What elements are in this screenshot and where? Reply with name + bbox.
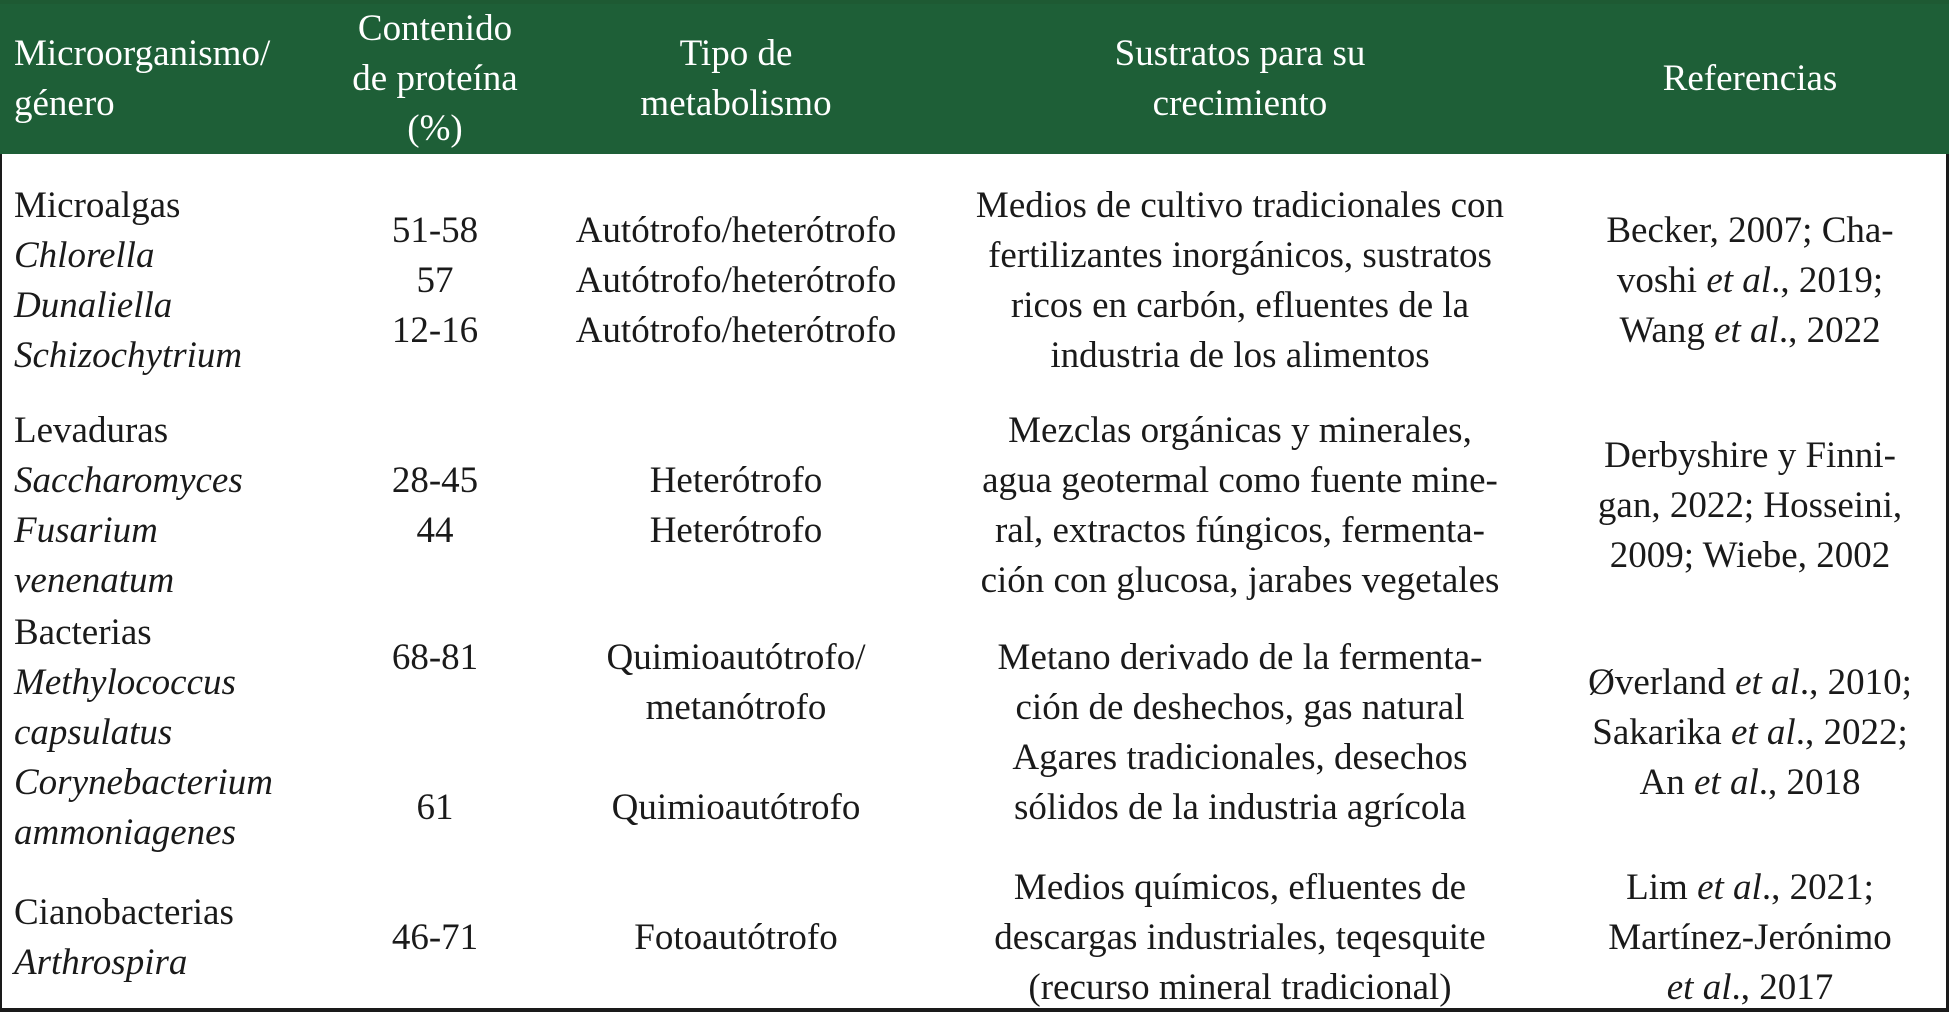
- micro-line: Bacterias: [14, 612, 152, 653]
- protein-value: 28-45: [391, 460, 479, 501]
- ref-text: ., 2021;: [1761, 867, 1874, 908]
- header-micro-line: género: [14, 83, 115, 124]
- ref-text: Derbyshire y Finni-: [1604, 435, 1896, 476]
- ref-text: ., 2019;: [1771, 260, 1884, 301]
- substrate-line: ción de deshechos, gas natural: [1015, 687, 1465, 728]
- micro-line: Microalgas: [14, 185, 181, 226]
- row4-protein: [330, 913, 540, 963]
- ref-text: et al: [1714, 310, 1779, 351]
- metab-value: Heterótrofo: [649, 510, 823, 551]
- row4-substrates: [925, 863, 1555, 1013]
- reference-line: [1560, 431, 1940, 481]
- metab-value: Quimioautótrofo: [611, 787, 861, 828]
- ref-text: ., 2022;: [1795, 712, 1908, 753]
- ref-text: Martínez-Jerónimo: [1608, 917, 1892, 958]
- protein-value: 61: [416, 787, 454, 828]
- protein-value: 51-58: [391, 210, 479, 251]
- substrate-line: Medios de cultivo tradicionales con: [975, 185, 1505, 226]
- reference-line: [1560, 206, 1940, 256]
- substrate-line: (recurso mineral tradicional): [1028, 967, 1452, 1008]
- substrate-line: fertilizantes inorgánicos, sustratos: [988, 235, 1492, 276]
- ref-text: ., 2018: [1758, 762, 1861, 803]
- substrate-line: agua geotermal como fuente mine-: [982, 460, 1498, 501]
- row3-protein-b: [330, 783, 540, 833]
- row2-metabolism: [550, 456, 922, 556]
- metab-value: Quimioautótrofo/: [606, 637, 866, 678]
- micro-line: Levaduras: [14, 410, 169, 451]
- ref-text: voshi: [1616, 260, 1707, 301]
- micro-line: capsulatus: [14, 712, 173, 753]
- protein-value: 44: [416, 510, 454, 551]
- micro-line: Arthrospira: [14, 942, 188, 983]
- ref-text: 2009; Wiebe, 2002: [1609, 535, 1891, 576]
- ref-text: et al: [1697, 867, 1762, 908]
- table-left-border: [0, 154, 2, 1010]
- micro-line: Chlorella: [14, 235, 155, 276]
- row3-metabolism-b: [550, 783, 922, 833]
- protein-value: 68-81: [391, 637, 479, 678]
- ref-text: gan, 2022; Hosseini,: [1597, 485, 1903, 526]
- ref-text: ., 2010;: [1799, 662, 1912, 703]
- metab-value: Autótrofo/heterótrofo: [575, 310, 897, 351]
- row3-microorganism: [14, 608, 324, 858]
- row1-microorganism: [14, 181, 324, 381]
- header-protein-line: Contenido: [357, 8, 513, 49]
- table-header: [0, 4, 1949, 154]
- row1-protein: [330, 206, 540, 356]
- row2-references: [1560, 431, 1940, 581]
- header-substrate-line: Sustratos para su: [1114, 33, 1366, 74]
- row1-substrates: [925, 181, 1555, 381]
- header-protein-line: de proteína: [352, 58, 518, 99]
- micro-line: ammoniagenes: [14, 812, 236, 853]
- metab-value: Heterótrofo: [649, 460, 823, 501]
- ref-text: Øverland: [1588, 662, 1736, 703]
- row4-references: [1560, 863, 1940, 1013]
- reference-line: [1560, 481, 1940, 531]
- row3-metabolism-a: [550, 633, 922, 733]
- substrate-line: Medios químicos, efluentes de: [1013, 867, 1467, 908]
- substrate-line: Agares tradicionales, desechos: [1012, 737, 1468, 778]
- row3-protein-a: [330, 633, 540, 683]
- reference-line: [1560, 963, 1940, 1013]
- substrate-line: industria de los alimentos: [1050, 335, 1430, 376]
- metab-value: Fotoautótrofo: [634, 917, 838, 958]
- ref-text: et al: [1694, 762, 1759, 803]
- header-microorganism: [14, 4, 314, 154]
- ref-text: et al: [1666, 967, 1732, 1008]
- header-substrate-line: crecimiento: [1152, 83, 1328, 124]
- header-metabolism: [550, 4, 922, 154]
- ref-text: Becker, 2007; Cha-: [1606, 210, 1894, 251]
- substrate-line: Mezclas orgánicas y minerales,: [1008, 410, 1472, 451]
- header-metab-line: metabolismo: [640, 83, 832, 124]
- metab-value: Autótrofo/heterótrofo: [575, 260, 897, 301]
- metab-value: metanótrofo: [645, 687, 827, 728]
- substrate-line: Metano derivado de la fermenta-: [997, 637, 1483, 678]
- row2-protein: [330, 456, 540, 556]
- ref-text: Sakarika: [1592, 712, 1731, 753]
- row4-metabolism: [550, 913, 922, 963]
- reference-line: [1560, 863, 1940, 913]
- substrate-line: descargas industriales, teqesquite: [994, 917, 1486, 958]
- micro-line: Corynebacterium: [14, 762, 273, 803]
- ref-text: ., 2022: [1778, 310, 1881, 351]
- ref-text: et al: [1735, 662, 1800, 703]
- protein-value: 57: [416, 260, 454, 301]
- row2-microorganism: [14, 406, 324, 606]
- substrate-line: sólidos de la industria agrícola: [1013, 787, 1467, 828]
- header-references: [1560, 4, 1940, 154]
- header-protein: [330, 4, 540, 154]
- micro-line: Cianobacterias: [14, 892, 234, 933]
- substrate-line: ricos en carbón, efluentes de la: [1010, 285, 1470, 326]
- ref-text: Lim: [1626, 867, 1698, 908]
- reference-line: [1560, 708, 1940, 758]
- header-micro-line: Microorganismo/: [14, 33, 271, 74]
- micro-line: Methylococcus: [14, 662, 236, 703]
- ref-text: Wang: [1619, 310, 1715, 351]
- header-substrates: [925, 4, 1555, 154]
- row1-references: [1560, 206, 1940, 356]
- header-refs-line: Referencias: [1662, 58, 1838, 99]
- micro-line: Dunaliella: [14, 285, 173, 326]
- row4-microorganism: [14, 888, 324, 988]
- metab-value: Autótrofo/heterótrofo: [575, 210, 897, 251]
- reference-line: [1560, 658, 1940, 708]
- ref-text: An: [1639, 762, 1694, 803]
- micro-line: Schizochytrium: [14, 335, 243, 376]
- row2-substrates: [925, 406, 1555, 606]
- reference-line: [1560, 758, 1940, 808]
- protein-value: 46-71: [391, 917, 479, 958]
- bottom-rule: [0, 1008, 1949, 1012]
- ref-text: et al: [1706, 260, 1772, 301]
- micro-line: Fusarium: [14, 510, 158, 551]
- micro-line: venenatum: [14, 560, 175, 601]
- substrate-line: ral, extractos fúngicos, fermenta-: [994, 510, 1486, 551]
- row1-metabolism: [550, 206, 922, 356]
- substrate-line: ción con glucosa, jarabes vegetales: [980, 560, 1500, 601]
- reference-line: [1560, 306, 1940, 356]
- reference-line: [1560, 913, 1940, 963]
- header-protein-line: (%): [407, 108, 463, 149]
- micro-line: Saccharomyces: [14, 460, 243, 501]
- reference-line: [1560, 531, 1940, 581]
- ref-text: ., 2017: [1731, 967, 1834, 1008]
- row3-substrates: [925, 633, 1555, 833]
- row3-references: [1560, 658, 1940, 808]
- protein-value: 12-16: [391, 310, 479, 351]
- ref-text: et al: [1730, 712, 1796, 753]
- header-metab-line: Tipo de: [679, 33, 793, 74]
- reference-line: [1560, 256, 1940, 306]
